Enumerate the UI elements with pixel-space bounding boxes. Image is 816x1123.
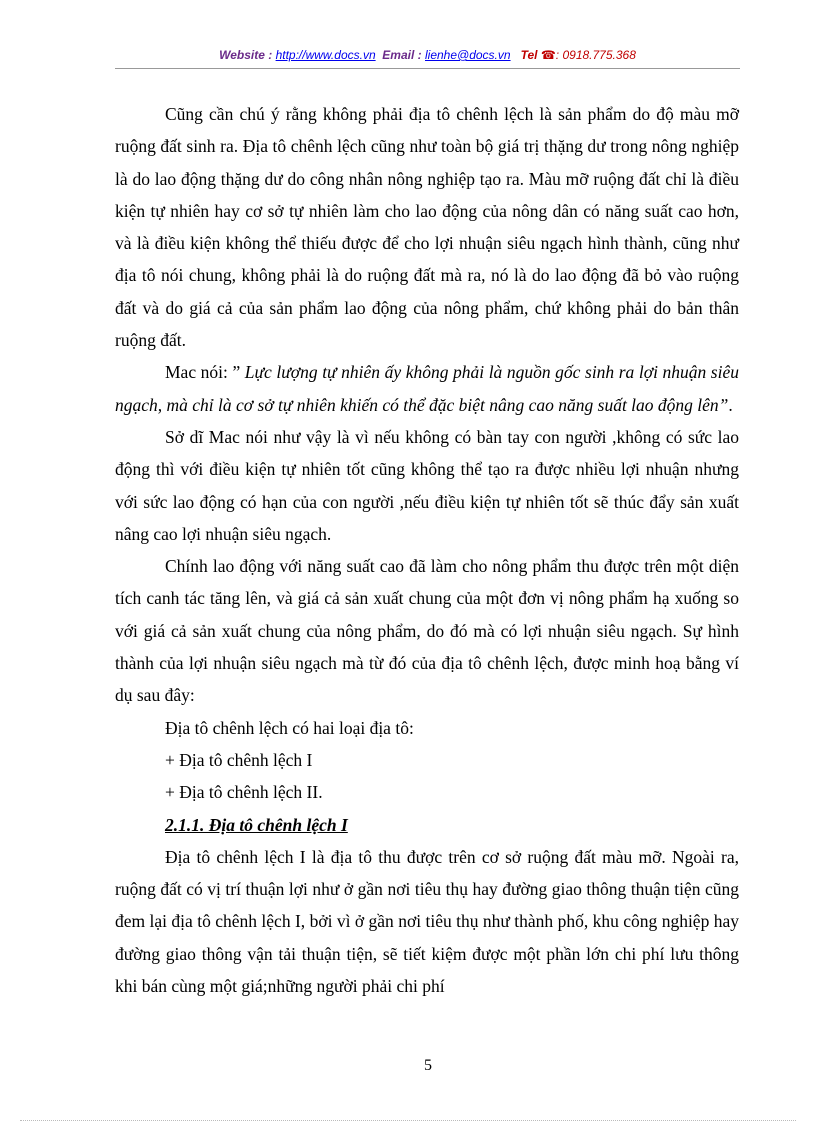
quote-lead: Mac nói: ” xyxy=(165,362,241,383)
footer-divider xyxy=(20,1120,796,1121)
quote-end: . xyxy=(728,394,733,415)
email-label: Email : xyxy=(382,48,422,62)
paragraph-3: Sở dĩ Mac nói như vậy là vì nếu không có bàn tay con người ,không có sức lao động thì với điều kiện tự nhiên tốt cũng không thể tạo ra được nhiều lợi nhuận nhưng với sức lao động có hạn của con người ,nếu điều kiện tự nhiên tốt sẽ thúc đẩy sản xuất nâng cao lợi nhuận siêu ngạch. xyxy=(115,426,739,544)
phone-number: : 0918.775.368 xyxy=(555,48,636,62)
paragraph-1: Cũng cần chú ý rằng không phải địa tô chênh lệch là sản phẩm do độ màu mỡ ruộng đất sinh ra. Địa tô chênh lệch cũng như toàn bộ giá trị thặng dư trong nông nghiệp là do lao động thặng dư do công nhân nông nghiệp tạo ra. Màu mỡ ruộng đất chỉ là điều kiện tự nhiên hay cơ sở tự nhiên làm cho lao động của nông dân có năng suất cao hơn, và là điều kiện không thể thiếu được để cho lợi nhuận siêu ngạch hình thành, cũng như địa tô nói chung, không phải là do ruộng đất mà ra, nó là do lao động đã bỏ vào ruộng đất và do giá cả của sản phẩm lao động của nông phẩm, chứ không phải do bản thân ruộng đất. xyxy=(115,104,739,351)
website-link[interactable]: http://www.docs.vn xyxy=(275,48,376,62)
paragraph-4: Chính lao động với năng suất cao đã làm cho nông phẩm thu được trên một diện tích canh tác tăng lên, và giá cả sản xuất chung của một đơn vị nông phẩm hạ xuống so với giá cả sản xuất chung của nông phẩm, do đó mà có lợi nhuận siêu ngạch. Sự hình thành của lợi nhuận siêu ngạch mà từ đó của địa tô chênh lệch, được minh hoạ bằng ví dụ sau đây: xyxy=(115,556,739,706)
email-link[interactable]: lienhe@docs.vn xyxy=(425,48,511,62)
phone-icon: ☎ xyxy=(540,48,556,62)
section-heading: 2.1.1. Địa tô chênh lệch I xyxy=(165,814,348,835)
tel-label: Tel xyxy=(520,48,538,62)
website-label: Website : xyxy=(219,48,273,62)
paragraph-2 xyxy=(115,356,739,421)
list-item-1: + Địa tô chênh lệch I xyxy=(165,749,313,770)
page-number: 5 xyxy=(424,1057,432,1074)
document-body xyxy=(115,98,739,1002)
marx-quote: Lực lượng tự nhiên ấy không phải là nguồn gốc sinh ra lợi nhuận siêu ngạch, mà chỉ là cơ sở tự nhiên khiến có thể đặc biệt nâng cao năng suất lao động lên” xyxy=(115,362,739,415)
paragraph-5: Địa tô chênh lệch có hai loại địa tô: xyxy=(165,717,414,738)
header-divider xyxy=(115,68,740,69)
list-item-2: + Địa tô chênh lệch II. xyxy=(165,782,323,803)
paragraph-6: Địa tô chênh lệch I là địa tô thu được trên cơ sở ruộng đất màu mỡ. Ngoài ra, ruộng đất có vị trí thuận lợi như ở gần nơi tiêu thụ hay đường giao thông thuận tiện cũng đem lại địa tô chênh lệch I, bởi vì ở gần nơi tiêu thụ như thành phố, khu công nghiệp hay đường giao thông vận tải thuận tiện, sẽ tiết kiệm được một phần lớn chi phí lưu thông khi bán cùng một giá;những người phải chi phí xyxy=(115,846,739,997)
page-header xyxy=(115,48,740,62)
